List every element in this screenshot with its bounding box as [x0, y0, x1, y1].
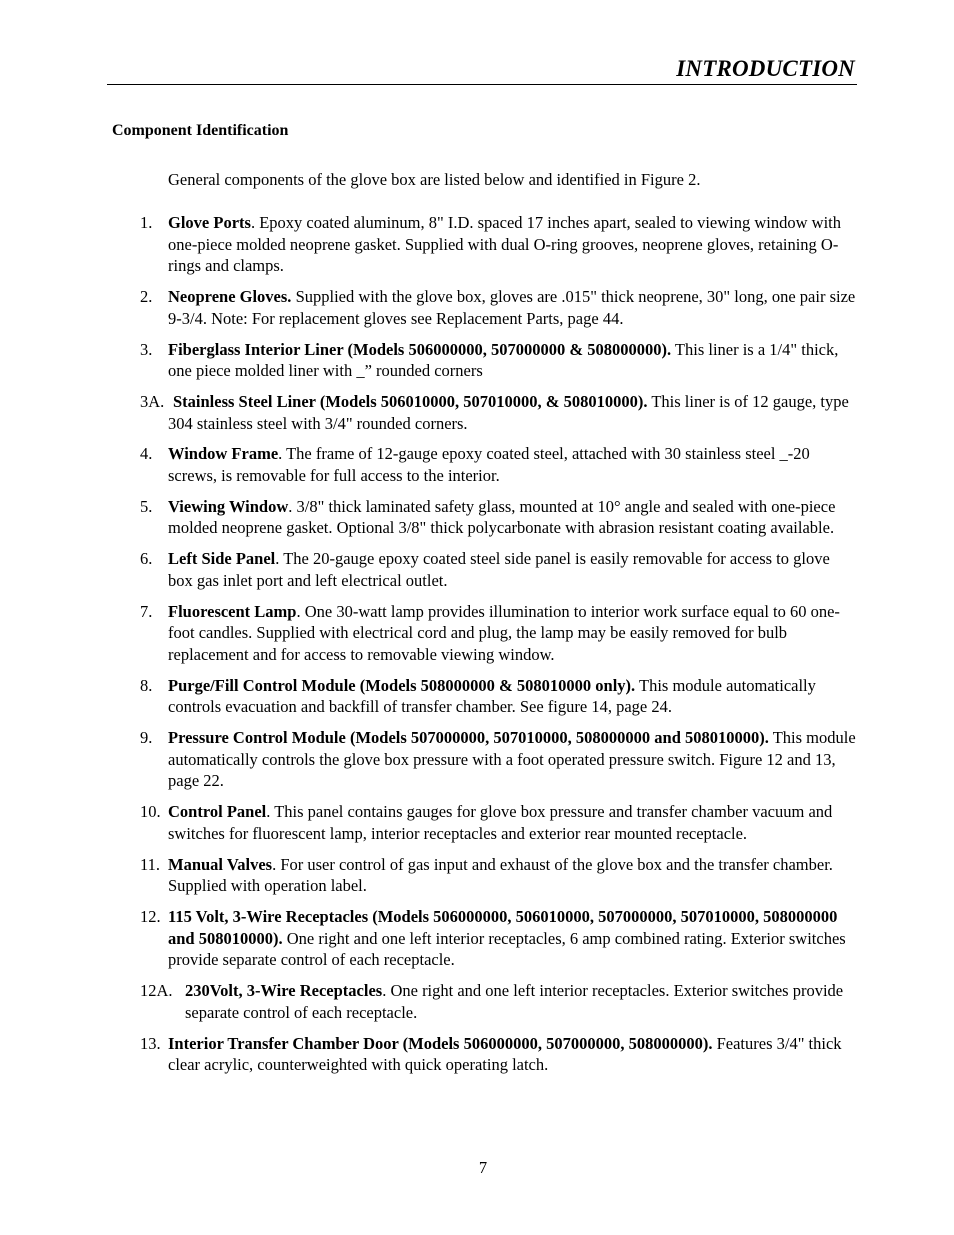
item-number: 11.	[140, 854, 161, 874]
list-item	[112, 496, 858, 539]
header-rule	[107, 84, 857, 85]
list-item	[112, 675, 858, 718]
item-number: 10.	[140, 802, 161, 822]
list-item	[112, 443, 858, 486]
item-description: . One right and one left interior receptacles. Exterior switches provide separate control of each receptacle.	[185, 981, 844, 1022]
item-term: Neoprene Gloves.	[168, 287, 292, 307]
intro-paragraph: General components of the glove box are listed below and identified in Figure 2.	[168, 170, 701, 189]
item-number: 13.	[140, 1033, 161, 1053]
item-body	[168, 496, 858, 539]
list-item	[112, 801, 858, 844]
item-body	[185, 980, 858, 1023]
page-header-title: INTRODUCTION	[676, 56, 855, 81]
item-number: 7.	[140, 601, 153, 621]
item-term: Left Side Panel	[168, 549, 276, 569]
item-number: 2.	[140, 287, 153, 307]
list-item	[112, 548, 858, 591]
item-body	[168, 906, 858, 971]
item-term: Fiberglass Interior Liner (Models 506000000, 507000000 & 508000000).	[168, 339, 672, 359]
item-term: Interior Transfer Chamber Door (Models 506000000, 507000000, 508000000).	[168, 1033, 713, 1053]
section-heading: Component Identification	[112, 122, 289, 139]
item-body	[168, 286, 858, 329]
item-description: . The frame of 12-gauge epoxy coated steel, attached with 30 stainless steel _-20 screws, is removable for full access to the interior.	[168, 444, 810, 486]
item-description: . 3/8" thick laminated safety glass, mounted at 10° angle and sealed with one-piece molded neoprene gasket. Optional 3/8" thick polycarbonate with abrasion resistant coating available.	[168, 496, 836, 538]
item-description: This module automatically controls the glove box pressure with a foot operated pressure switch. Figure 12 and 13, page 22.	[168, 728, 856, 791]
item-body	[168, 675, 858, 718]
list-item	[112, 854, 858, 897]
page-number: 7	[478, 1158, 488, 1177]
item-body	[168, 339, 858, 382]
item-number: 12.	[140, 906, 161, 926]
item-body	[168, 443, 858, 486]
list-item	[112, 601, 858, 666]
list-item	[112, 391, 858, 434]
item-number: 8.	[140, 675, 153, 695]
item-number: 3.	[140, 339, 153, 359]
item-term: Stainless Steel Liner (Models 506010000, 507010000, & 508010000).	[173, 391, 648, 411]
list-item	[112, 339, 858, 382]
item-body	[168, 548, 858, 591]
item-term: Window Frame	[168, 444, 279, 464]
item-description: . One 30-watt lamp provides illumination to interior work surface equal to 60 one-foot candles. Supplied with electrical cord and plug, the lamp may be easily removed for bulb replacement and for access to removable viewing window.	[168, 601, 840, 664]
item-description: . This panel contains gauges for glove box pressure and transfer chamber vacuum and switches for fluorescent lamp, interior receptacles and exterior rear mounted receptacle.	[168, 802, 833, 843]
item-term: Purge/Fill Control Module (Models 508000000 & 508010000 only).	[168, 675, 636, 695]
item-description: Supplied with the glove box, gloves are .015" thick neoprene, 30" long, one pair size 9-3/4. Note: For replacement gloves see Replacement Parts, page 44.	[168, 287, 856, 328]
item-term: Fluorescent Lamp	[168, 601, 297, 621]
item-term: Glove Ports	[168, 213, 251, 232]
item-description: This liner is a 1/4" thick, one piece molded liner with _” rounded corners	[168, 339, 839, 381]
item-body	[168, 601, 858, 666]
item-description: This liner is of 12 gauge, type 304 stainless steel with 3/4" rounded corners.	[168, 391, 849, 433]
item-number: 1.	[140, 213, 153, 232]
item-description: . The 20-gauge epoxy coated steel side panel is easily removable for access to glove box gas inlet port and left electrical outlet.	[168, 549, 830, 590]
item-body	[168, 727, 858, 792]
item-body	[168, 854, 858, 897]
item-description: Features 3/4" thick clear acrylic, counterweighted with quick operating latch.	[168, 1033, 842, 1075]
list-item	[112, 286, 858, 329]
list-item	[112, 980, 858, 1023]
item-term: Pressure Control Module (Models 507000000, 507010000, 508000000 and 508010000).	[168, 728, 769, 748]
component-list	[112, 212, 858, 1085]
item-body	[168, 212, 858, 277]
item-term: Control Panel	[168, 802, 267, 822]
item-body	[168, 391, 858, 434]
item-number: 5.	[140, 496, 153, 516]
item-number: 9.	[140, 728, 153, 748]
item-term: 115 Volt, 3-Wire Receptacles (Models 506000000, 506010000, 507000000, 507010000, 508000000 and 508010000).	[168, 906, 838, 948]
list-item	[112, 906, 858, 971]
list-item	[112, 1033, 858, 1076]
item-description: One right and one left interior receptacles, 6 amp combined rating. Exterior switches provide separate control of each receptacle.	[168, 928, 846, 970]
item-number: 3A.	[140, 391, 165, 411]
list-item	[112, 727, 858, 792]
item-description: . For user control of gas input and exhaust of the glove box and the transfer chamber. Supplied with operation label.	[168, 854, 833, 896]
item-number: 6.	[140, 549, 153, 569]
item-body	[168, 1033, 858, 1076]
item-term: Viewing Window	[168, 496, 289, 516]
item-number: 4.	[140, 444, 153, 464]
item-number: 12A.	[140, 981, 173, 1001]
item-description: . Epoxy coated aluminum, 8" I.D. spaced 17 inches apart, sealed to viewing window with one-piece molded neoprene gasket. Supplied with dual O-ring grooves, neoprene gloves, retaining O-rings and clamps.	[168, 213, 841, 276]
item-body	[168, 801, 858, 844]
list-item	[112, 212, 858, 277]
item-term: Manual Valves	[168, 854, 273, 874]
item-description: This module automatically controls evacuation and backfill of transfer chamber. See figure 14, page 24.	[168, 675, 816, 717]
item-term: 230Volt, 3-Wire Receptacles	[185, 981, 383, 1001]
